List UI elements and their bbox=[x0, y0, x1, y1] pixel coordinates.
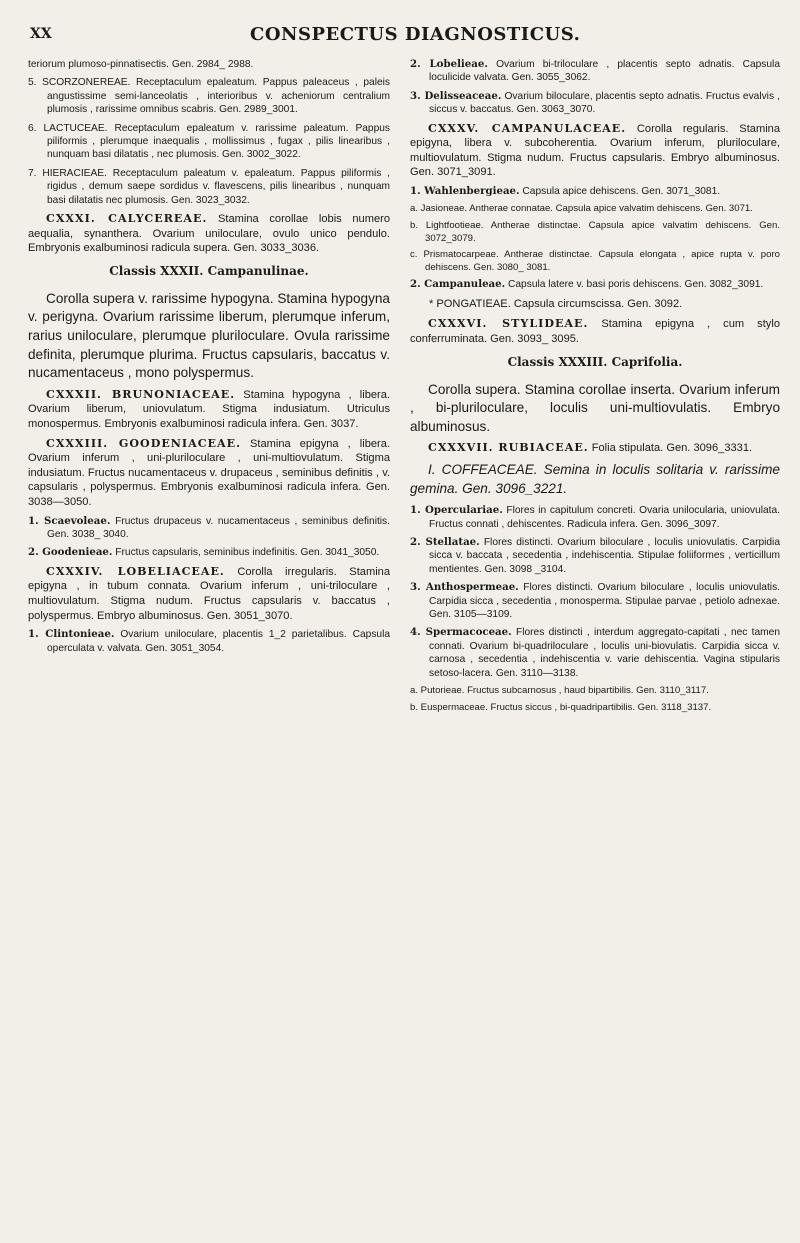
tribe-heading: 1. Operculariae. bbox=[410, 504, 503, 517]
order-goodeniaceae bbox=[28, 437, 390, 510]
tribe-delisseaceae bbox=[410, 90, 780, 117]
left-column bbox=[28, 58, 390, 660]
order-heading: CXXXVII. RUBIACEAE. bbox=[428, 441, 589, 455]
tribe-heading: 1. Clintonieae. bbox=[28, 628, 115, 641]
tribe-text: Flores distincti , interdum aggregato-capitati , nec tamen connati. Ovarium bi-quadriloculare , loculis uni-biovulatis. Carpidia sicca v. carnosa , secedentia , indehiscentia v. varie dehiscentia. Vagina stipularis setoso-lacera. Gen. 3110—3138. bbox=[429, 627, 780, 679]
tribe-stellatae bbox=[410, 536, 780, 576]
tribe-text: Flores in capitulum concreti. Ovaria unilocularia, uniovulata. Fructus connati , dehiscentes. Radicula infera. Gen. 3096_3097. bbox=[429, 505, 781, 530]
order-stylideae bbox=[410, 317, 780, 346]
class-title: Classis XXXII. Campanulinae. bbox=[109, 263, 309, 278]
tribe-heading: 2. Goodenieae. bbox=[28, 546, 113, 559]
tribe-text: Capsula apice dehiscens. Gen. 3071_3081. bbox=[519, 186, 721, 197]
order-text: Stamina epigyna , libera. Ovarium inferum , uni-pluriloculare , uni-multiovulatum. Stigma indusiatum. Fructus nucamentaceus v. drupaceus , seminibus definitis , v. capsularis , polyspermus. Embryonis exalbuminosi radicula infera. Gen. 3038—3050. bbox=[28, 437, 390, 508]
tribe-text: Fructus capsularis, seminibus indefinitis. Gen. 3041_3050. bbox=[112, 547, 380, 559]
subtribe-putorieae: a. Putorieae. Fructus subcarnosus , haud bipartibilis. Gen. 3110_3117. bbox=[410, 685, 709, 696]
order-heading: CXXXIII. GOODENIACEAE. bbox=[46, 436, 241, 450]
tribe-anthospermeae bbox=[410, 581, 780, 621]
order-brunoniaceae bbox=[28, 388, 390, 432]
tribe-scaevoleae bbox=[28, 515, 390, 542]
tribe-heading: 2. Stellatae. bbox=[410, 535, 480, 548]
tribe-scorzonereae: 5. SCORZONEREAE. Receptaculum epaleatum. Pappus paleaceus , paleis angustissime semi-lanceolatis , interioribus v. acheniorum centralium plumosis , rarissime omnibus scabris. Gen. 2989_3001. bbox=[28, 77, 390, 116]
right-column bbox=[410, 58, 780, 718]
tribe-text: Ovarium bi-triloculare , placentis septo adnatis. Capsula loculicide valvata. Gen. 3055_3062. bbox=[429, 59, 780, 84]
subtribe-lightfootieae: b. Lightfootieae. Antherae distinctae. Capsula apice valvatim dehiscens. Gen. 3072_3079. bbox=[410, 220, 780, 244]
order-text: Stamina corollae lobis numero aequalia, synanthera. Ovarium uniloculare, ovulo unico pendulo. Embryonis exalbuminosi radicula supera. Gen. 3033_3036. bbox=[28, 213, 391, 255]
order-text: Folia stipulata. Gen. 3096_3331. bbox=[588, 442, 753, 455]
tribe-hieracieae: 7. HIERACIEAE. Receptaculum paleatum v. epaleatum. Pappus piliformis , rigidus , demum saepe sordidus v. flavescens, pilis linearibus , nunquam basi dilatatis nec plumosis. Gen. 3023_3032. bbox=[28, 167, 390, 206]
tribe-heading: 1. Wahlenbergieae. bbox=[410, 185, 520, 197]
tribe-heading: 3. Delisseaceae. bbox=[410, 89, 502, 102]
order-text: Corolla irregularis. Stamina epigyna , in tubum connata. Ovarium inferum , uni-triloculare , multiovulatum. Stigma nudum. Fructus capsularis v. baccatus , polyspermus. Embryo albuminosus. Gen. 3051_3070. bbox=[28, 565, 391, 622]
tribe-text: Ovarium uniloculare, placentis 1_2 parietalibus. Capsula operculata v. valvata. Gen. 3051_3054. bbox=[47, 629, 391, 654]
order-heading: CXXXI. CALYCEREAE. bbox=[46, 212, 208, 226]
order-campanulaceae bbox=[410, 122, 780, 180]
order-calycereae bbox=[28, 212, 390, 256]
tribe-text: Flores distincti. Ovarium biloculare , loculis uniovulatis. Carpidia sicca v. baccata , secedentia , indehiscentia. Stipulae foliiformes , verticillum mentientes. Gen. 3098 _3104. bbox=[429, 536, 780, 575]
fragment-top: teriorum plumoso-pinnatisectis. Gen. 2984_ 2988. bbox=[28, 59, 254, 70]
class-title: Classis XXXIII. Caprifolia. bbox=[507, 354, 683, 369]
order-heading: CXXXVI. STYLIDEAE. bbox=[428, 317, 589, 331]
order-heading: CXXXV. CAMPANULACEAE. bbox=[428, 121, 627, 135]
section-coffeaceae: I. COFFEACEAE. Semina in loculis solitaria v. rarissime gemina. Gen. 3096_3221. bbox=[410, 461, 780, 496]
tribe-heading: 2. Campanuleae. bbox=[410, 278, 506, 291]
tribe-spermacoceae bbox=[410, 626, 780, 680]
subtribe-jasioneae: a. Jasioneae. Antherae connatae. Capsula apice valvatim dehiscens. Gen. 3071. bbox=[410, 203, 753, 215]
tribe-heading: 2. Lobelieae. bbox=[410, 58, 488, 70]
tribe-text: Capsula latere v. basi poris dehiscens. Gen. 3082_3091. bbox=[505, 279, 764, 291]
tribe-wahlenbergieae bbox=[410, 185, 780, 198]
tribe-goodenieae bbox=[28, 546, 390, 559]
pongatieae-note: * PONGATIEAE. Capsula circumscissa. Gen. 3092. bbox=[429, 297, 683, 310]
tribe-operculariae bbox=[410, 504, 780, 531]
running-title: CONSPECTUS DIAGNOSTICUS. bbox=[250, 24, 581, 45]
tribe-lobelieae bbox=[410, 58, 780, 85]
tribe-heading: 4. Spermacoceae. bbox=[410, 626, 512, 639]
tribe-clintonieae bbox=[28, 628, 390, 655]
class-description: Corolla supera v. rarissime hypogyna. Stamina hypogyna v. perigyna. Ovarium rarissime liberum, plerumque inferum, rarius uniloculare, plerumque pluriloculare. Ovula rarissime definita, plerumque plurima. Fructus capsularis, baccatus v. nucamentaceus , mono polyspermus. bbox=[28, 290, 390, 381]
class-description: Corolla supera. Stamina corollae inserta. Ovarium inferum , bi-pluriloculare, loculis uni-multiovulatis. Embryo albuminosus. bbox=[410, 381, 780, 434]
subtribe-prismatocarpeae: c. Prismatocarpeae. Antherae distinctae. Capsula elongata , apice rupta v. poro dehiscens. Gen. 3080_ 3081. bbox=[410, 249, 780, 273]
order-heading: CXXXII. BRUNONIACEAE. bbox=[46, 387, 236, 401]
subtribe-euspermaceae: b. Euspermaceae. Fructus siccus , bi-quadripartibilis. Gen. 3118_3137. bbox=[410, 701, 712, 713]
tribe-heading: 1. Scaevoleae. bbox=[28, 514, 111, 527]
order-text: Corolla regularis. Stamina epigyna, libera v. subcoherentia. Ovarium inferum, pluriloculare, multiovulatum. Stigma nudum. Fructus capsularis. Embryo albuminosus. Gen. 3071_3091. bbox=[410, 122, 780, 179]
order-text: Stamina hypogyna , libera. Ovarium liberum, uniovulatum. Stigma indusiatum. Utriculus monospermus. Embryonis exalbuminosi radicula infera. Gen. 3037. bbox=[28, 388, 390, 430]
tribe-campanuleae bbox=[410, 278, 780, 291]
tribe-text: Fructus drupaceus v. nucamentaceus , seminibus definitis. Gen. 3038_ 3040. bbox=[47, 515, 390, 540]
tribe-text: Flores distincti. Ovarium biloculare , loculis uniovulatis. Carpidia sicca , secedentia , monosperma. Stipulae parvae , petiolo adnexae. Gen. 3105—3109. bbox=[429, 582, 780, 620]
order-rubiaceae bbox=[410, 441, 780, 456]
page-header bbox=[0, 20, 800, 54]
order-heading: CXXXIV. LOBELIACEAE. bbox=[46, 564, 225, 578]
page-number: XX bbox=[30, 26, 52, 42]
tribe-lactuceae: 6. LACTUCEAE. Receptaculum epaleatum v. rarissime paleatum. Pappus piliformis , plerumque inaequalis , mollissimus , fugax , pilis linearibus , nunquam basi dilatatis , nec plumosis. Gen. 3002_3022. bbox=[28, 122, 390, 161]
order-lobeliaceae bbox=[28, 565, 390, 623]
tribe-text: Ovarium biloculare, placentis septo adnatis. Fructus evalvis , siccus v. baccatus. Gen. 3063_3070. bbox=[429, 90, 780, 116]
order-text: Stamina epigyna , cum stylo conferruminata. Gen. 3093_ 3095. bbox=[410, 318, 780, 345]
tribe-heading: 3. Anthospermeae. bbox=[410, 581, 519, 594]
